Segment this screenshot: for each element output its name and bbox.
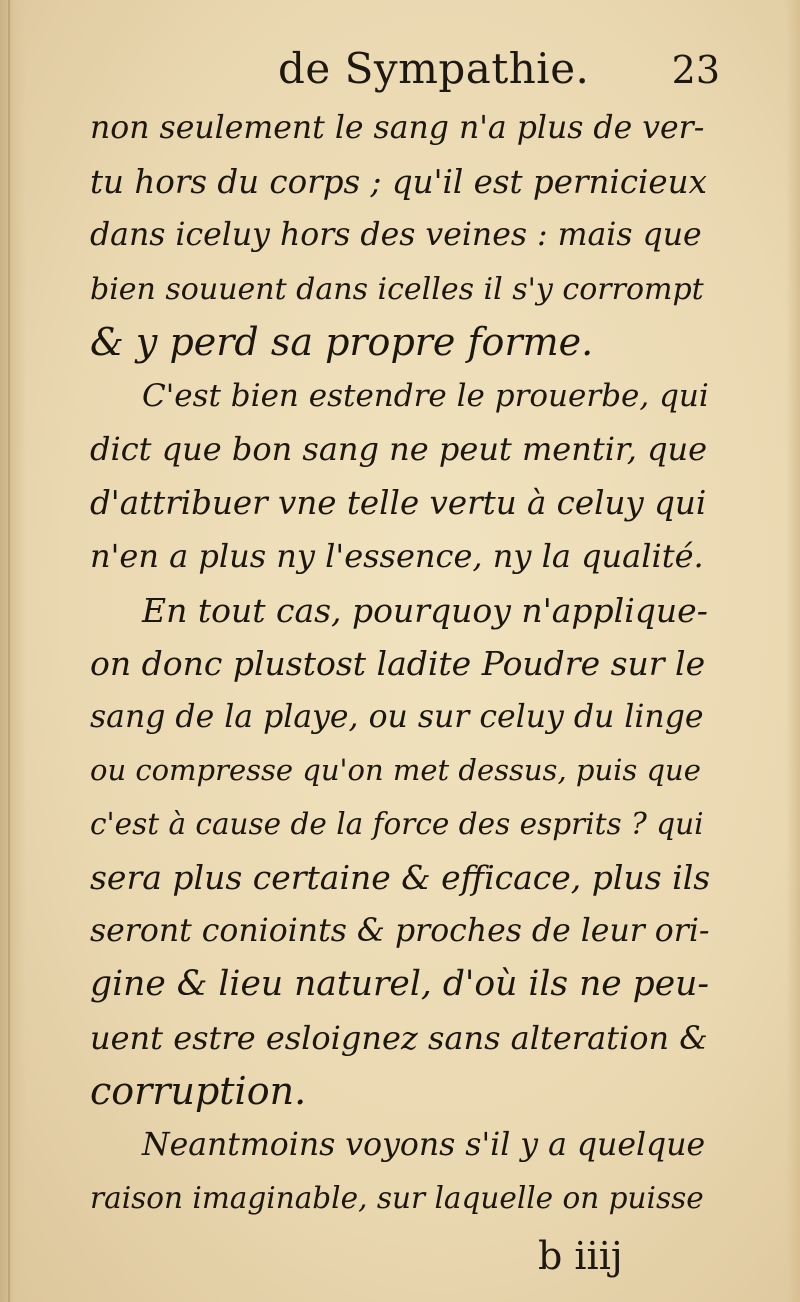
page-gutter bbox=[0, 0, 26, 1302]
text-line: uent estre esloignez sans alteration & bbox=[90, 1018, 708, 1057]
text-line: seront conioints & proches de leur ori- bbox=[90, 912, 710, 949]
text-line: ou compresse qu'on met dessus, puis que bbox=[90, 753, 701, 787]
running-title: de Sympathie. bbox=[278, 44, 590, 93]
text-line: raison imaginable, sur laquelle on puisse bbox=[90, 1181, 704, 1215]
text-line: dans iceluy hors des veines : mais que bbox=[90, 217, 702, 253]
text-line: d'attribuer vne telle vertu à celuy qui bbox=[90, 483, 707, 522]
text-line: non seulement le sang n'a plus de ver- bbox=[90, 110, 705, 146]
body-text bbox=[90, 102, 710, 1226]
page-edge bbox=[786, 0, 800, 1302]
paragraph-start-line: Neantmoins voyons s'il y a quelque bbox=[142, 1126, 706, 1163]
text-line: c'est à cause de la force des esprits ? qui bbox=[90, 806, 704, 841]
signature-mark: b iiij bbox=[538, 1234, 623, 1278]
text-line: n'en a plus ny l'essence, ny la qualité. bbox=[90, 537, 704, 575]
text-line: tu hors du corps ; qu'il est pernicieux bbox=[90, 162, 707, 201]
text-line: sera plus certaine & efficace, plus ils bbox=[90, 858, 711, 897]
text-line: on donc plustost ladite Poudre sur le bbox=[90, 644, 706, 683]
text-line: sang de la playe, ou sur celuy du linge bbox=[90, 698, 704, 735]
text-line: bien souuent dans icelles il s'y corrompt bbox=[90, 271, 704, 307]
paragraph-start-line: En tout cas, pourquoy n'applique- bbox=[142, 590, 708, 630]
text-line: & y perd sa propre forme. bbox=[90, 320, 594, 364]
text-line: dict que bon sang ne peut mentir, que bbox=[90, 430, 708, 468]
binding-line bbox=[8, 0, 10, 1302]
text-line: corruption. bbox=[90, 1069, 307, 1113]
page-number: 23 bbox=[671, 48, 720, 92]
paragraph-start-line: C'est bien estendre le prouerbe, qui bbox=[142, 377, 709, 414]
page-header bbox=[120, 40, 720, 100]
text-line: gine & lieu naturel, d'où ils ne peu- bbox=[90, 964, 710, 1004]
